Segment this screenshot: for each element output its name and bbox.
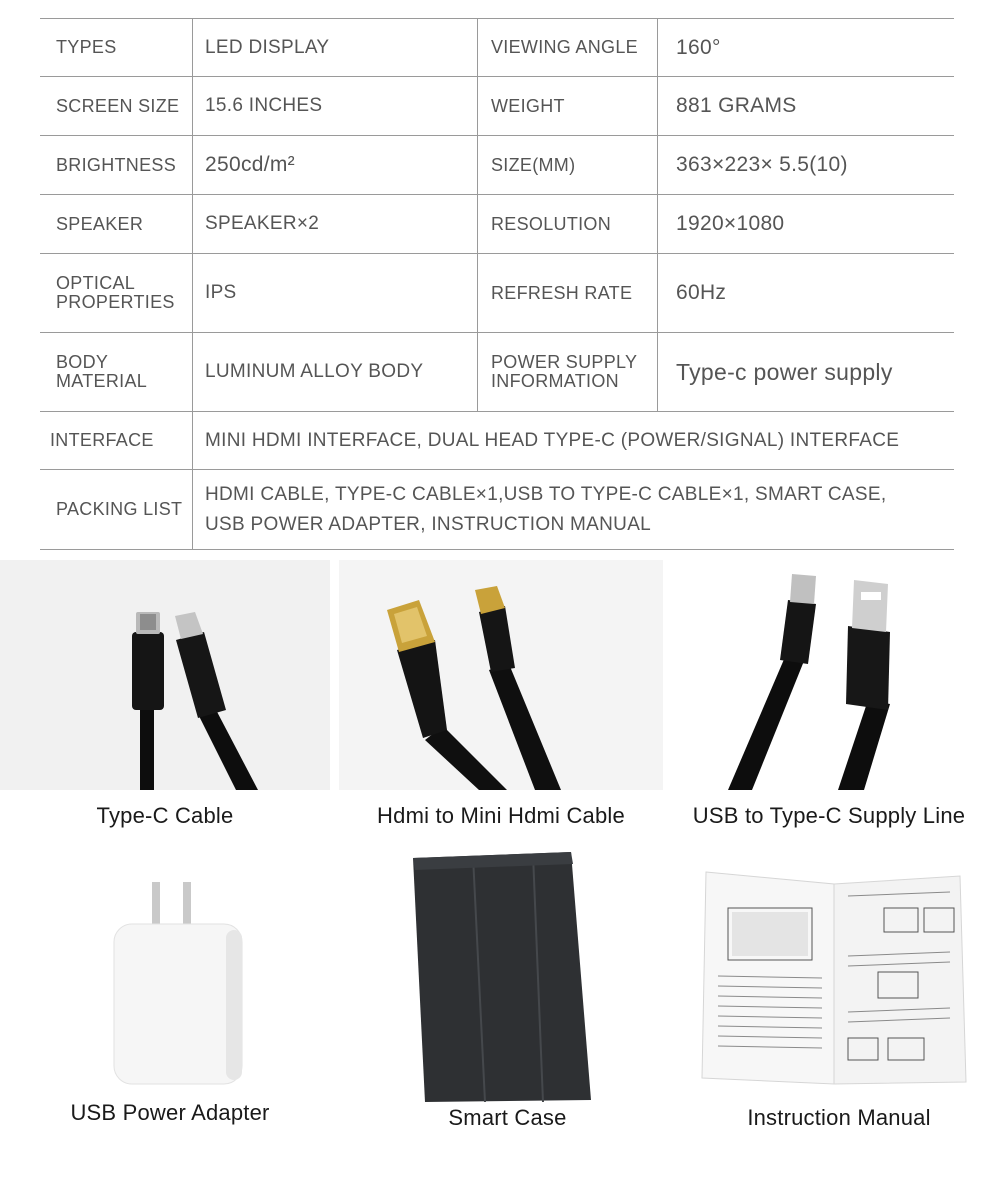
product-caption: Instruction Manual — [747, 1105, 931, 1130]
spec-row-screen-size — [40, 77, 954, 136]
spec-label: SIZE(MM) — [477, 136, 657, 194]
spec-row-body-material — [40, 333, 954, 412]
packing-line-1: HDMI CABLE, TYPE-C CABLE×1,USB TO TYPE-C CABLE×1, SMART CASE, — [205, 483, 887, 505]
product-smart-case — [345, 852, 670, 1148]
spec-label: WEIGHT — [477, 77, 657, 135]
product-power-adapter — [0, 852, 340, 1142]
product-caption: Type-C Cable — [96, 803, 234, 828]
spec-value: 15.6 INCHES — [192, 77, 477, 135]
spec-value: 60Hz — [657, 254, 954, 332]
spec-value: MINI HDMI INTERFACE, DUAL HEAD TYPE-C (POWER/SIGNAL) INTERFACE — [192, 412, 954, 469]
instruction-manual-photo — [688, 852, 990, 1092]
spec-label: BRIGHTNESS — [56, 154, 177, 175]
hdmi-cable-photo — [339, 560, 663, 790]
spec-value: 250cd/m² — [192, 136, 477, 194]
spec-table — [40, 18, 954, 550]
product-caption: USB Power Adapter — [70, 1100, 270, 1125]
spec-value: 881 GRAMS — [657, 77, 954, 135]
spec-row-types — [40, 19, 954, 77]
packing-line-2: USB POWER ADAPTER, INSTRUCTION MANUAL — [205, 513, 652, 535]
spec-value: IPS — [192, 254, 477, 332]
spec-label: PACKING LIST — [56, 499, 183, 519]
product-caption: Hdmi to Mini Hdmi Cable — [377, 803, 625, 828]
spec-row-interface — [40, 412, 954, 470]
spec-label: POWER SUPPLY INFORMATION — [477, 333, 657, 411]
spec-label: SCREEN SIZE — [56, 95, 180, 116]
product-hdmi-cable — [339, 560, 663, 850]
product-caption: Smart Case — [448, 1105, 567, 1130]
spec-value: SPEAKER×2 — [192, 195, 477, 253]
product-type-c-cable — [0, 560, 330, 850]
spec-label: SPEAKER — [56, 213, 144, 234]
spec-label: VIEWING ANGLE — [477, 19, 657, 76]
spec-value: LUMINUM ALLOY BODY — [192, 333, 477, 411]
product-caption: USB to Type-C Supply Line — [692, 803, 966, 828]
spec-label: RESOLUTION — [477, 195, 657, 253]
spec-value: 160° — [657, 19, 954, 76]
spec-row-brightness — [40, 136, 954, 195]
product-usb-type-c — [668, 560, 990, 850]
spec-label: TYPES — [56, 37, 117, 57]
power-adapter-photo — [0, 852, 340, 1092]
spec-value: Type-c power supply — [657, 333, 954, 411]
spec-value — [192, 470, 954, 549]
spec-label: OPTICAL PROPERTIES — [56, 273, 175, 312]
usb-type-c-photo — [668, 560, 990, 790]
spec-label: REFRESH RATE — [477, 254, 657, 332]
spec-row-speaker — [40, 195, 954, 254]
spec-label: INTERFACE — [50, 430, 154, 450]
spec-label: BODY MATERIAL — [56, 352, 148, 391]
type-c-cable-photo — [0, 560, 330, 790]
spec-row-optical — [40, 254, 954, 333]
spec-value: LED DISPLAY — [192, 19, 477, 76]
spec-value: 1920×1080 — [657, 195, 954, 253]
smart-case-photo — [345, 852, 670, 1102]
spec-row-packing-list — [40, 470, 954, 550]
product-instruction-manual — [688, 852, 990, 1148]
spec-value: 363×223× 5.5(10) — [657, 136, 954, 194]
